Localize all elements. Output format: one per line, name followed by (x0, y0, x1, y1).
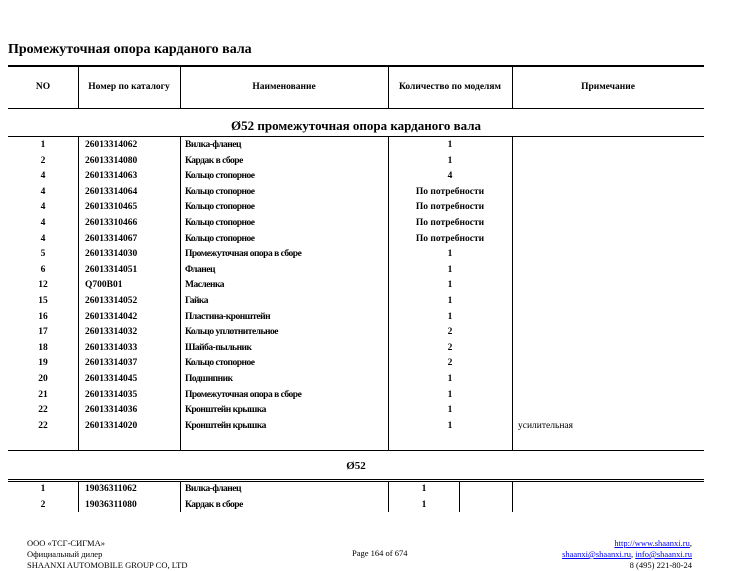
cell-no: 22 (38, 420, 48, 431)
cell-no: 4 (40, 171, 46, 182)
cell-catalog: 26013314064 (85, 186, 138, 197)
footer-contacts: http://www.shaanxi.ru, shaanxi@shaanxi.ru, info@shaanxi.ru 8 (495) 221-80-24 (562, 538, 692, 570)
website-link[interactable]: http://www.shaanxi.ru (614, 538, 690, 548)
footer-group: SHAANXI AUTOMOBILE GROUP CO, LTD (27, 560, 188, 570)
table-row (8, 374, 704, 390)
cell-name: Кольцо стопорное (185, 202, 255, 213)
cell-qty: 1 (421, 484, 427, 494)
cell-catalog: 26013314080 (85, 155, 138, 166)
grid-line (8, 481, 704, 482)
cell-name: Вилка-фланец (185, 140, 241, 150)
cell-name: Кардак в сборе (185, 155, 243, 166)
grid-line (180, 66, 181, 108)
footer-company-name: ООО «ТСГ-СИГМА» (27, 538, 105, 548)
cell-catalog: 26013310465 (85, 202, 138, 213)
grid-line (8, 450, 704, 451)
cell-catalog: 26013314020 (85, 420, 138, 431)
phone-number: 8 (495) 221-80-24 (629, 560, 692, 570)
cell-no: 4 (40, 233, 46, 244)
cell-qty: 1 (447, 280, 453, 291)
cell-name: Масленка (185, 280, 225, 291)
cell-name: Кольцо стопорное (185, 186, 255, 197)
cell-qty: 1 (447, 374, 453, 384)
table-row (8, 280, 704, 296)
cell-catalog: 26013314032 (85, 327, 138, 338)
cell-catalog: 26013314030 (85, 249, 138, 260)
cell-no: 19 (38, 358, 48, 369)
cell-name: Шайба-пыльник (185, 342, 252, 353)
cell-qty: 1 (447, 420, 453, 431)
cell-catalog: 26013314035 (85, 389, 138, 400)
table-row (8, 234, 704, 250)
cell-catalog: 26013314042 (85, 311, 138, 322)
cell-catalog: 19036311080 (85, 499, 137, 510)
grid-line (8, 108, 704, 109)
grid-line (388, 66, 389, 108)
cell-catalog: 26013314052 (85, 296, 138, 306)
table-row (8, 187, 704, 203)
cell-no: 18 (38, 342, 48, 353)
top-rule (8, 65, 704, 67)
table-row (8, 358, 704, 374)
cell-catalog: 26013314051 (85, 264, 138, 275)
table-row (8, 202, 704, 218)
col-header-no: NO (35, 82, 51, 92)
cell-catalog: 26013314037 (85, 358, 138, 369)
cell-qty: По потребности (415, 218, 485, 228)
cell-no: 1 (40, 140, 46, 150)
cell-qty: 1 (447, 155, 453, 166)
page-number: Page 164 of 674 (352, 548, 408, 558)
table-row (8, 390, 704, 406)
cell-qty: 1 (447, 311, 453, 322)
cell-catalog: 26013314045 (85, 374, 138, 384)
cell-catalog: 26013314036 (85, 405, 138, 416)
table-row (8, 265, 704, 281)
cell-no: 2 (40, 155, 46, 166)
cell-qty: 1 (447, 405, 453, 416)
cell-name: Кронштейн крышка (185, 405, 266, 416)
cell-qty: 1 (447, 264, 453, 275)
cell-qty: По потребности (415, 202, 485, 213)
cell-catalog: 26013314063 (85, 171, 138, 182)
grid-line (512, 66, 513, 108)
cell-name: Пластина-кронштейн (185, 311, 271, 322)
cell-catalog: 19036311062 (85, 484, 137, 494)
cell-note: усилительная (518, 420, 573, 431)
cell-no: 21 (38, 389, 48, 400)
col-header-note: Примечание (581, 82, 635, 92)
cell-no: 4 (40, 202, 46, 213)
table-row (8, 171, 704, 187)
table-row (8, 249, 704, 265)
cell-catalog: 26013314062 (85, 140, 138, 150)
cell-name: Кардак в сборе (185, 499, 243, 510)
table-row (8, 156, 704, 172)
cell-name: Кольцо стопорное (185, 358, 255, 369)
cell-catalog: Q700B01 (85, 280, 123, 291)
cell-qty: 4 (447, 171, 453, 182)
cell-name: Кронштейн крышка (185, 420, 266, 431)
cell-no: 2 (40, 499, 46, 510)
page-title: Промежуточная опора карданого вала (8, 42, 252, 57)
cell-no: 1 (40, 484, 46, 494)
email-link-info[interactable]: info@shaanxi.ru (635, 549, 692, 559)
cell-qty: 1 (447, 389, 453, 400)
col-header-catalog: Номер по каталогу (88, 82, 170, 92)
cell-qty: 1 (447, 296, 453, 306)
cell-qty: По потребности (415, 233, 485, 244)
cell-name: Промежуточная опора в сборе (185, 249, 302, 260)
cell-qty: По потребности (415, 186, 485, 197)
footer-company (27, 538, 188, 571)
cell-qty: 2 (447, 327, 453, 338)
cell-no: 20 (38, 374, 48, 384)
cell-name: Подшипник (185, 374, 233, 384)
grid-line (8, 479, 704, 480)
cell-name: Кольцо стопорное (185, 218, 255, 228)
grid-line (78, 66, 79, 108)
footer-dealer: Официальный дилер (27, 549, 103, 559)
table-row (8, 405, 704, 421)
cell-qty: 1 (447, 249, 453, 260)
table-row (8, 218, 704, 234)
table-row (8, 500, 704, 516)
cell-name: Гайка (185, 296, 209, 306)
table-row (8, 140, 704, 156)
table-row (8, 327, 704, 343)
cell-qty: 1 (447, 140, 453, 150)
cell-name: Кольцо стопорное (185, 233, 255, 244)
col-header-name: Наименование (252, 82, 316, 92)
col-header-qty: Количество по моделям (399, 82, 501, 92)
table-row (8, 343, 704, 359)
email-link[interactable]: shaanxi@shaanxi.ru (562, 549, 632, 559)
cell-no: 12 (38, 280, 48, 291)
cell-catalog: 26013314067 (85, 233, 138, 244)
table-row (8, 312, 704, 328)
cell-qty: 1 (421, 499, 427, 510)
cell-no: 17 (38, 327, 48, 338)
cell-catalog: 26013310466 (85, 218, 138, 228)
cell-qty: 2 (447, 342, 453, 353)
section-title: Ø52 промежуточная опора карданого вала (230, 118, 481, 133)
cell-name: Фланец (185, 264, 215, 275)
cell-catalog: 26013314033 (85, 342, 138, 353)
cell-name: Промежуточная опора в сборе (185, 389, 302, 400)
cell-name: Вилка-фланец (185, 484, 241, 494)
cell-no: 4 (40, 186, 46, 197)
cell-name: Кольцо уплотнительное (185, 327, 278, 338)
cell-name: Кольцо стопорное (185, 171, 255, 182)
cell-no: 16 (38, 311, 48, 322)
table-row (8, 421, 704, 437)
grid-line (8, 136, 704, 137)
cell-no: 15 (38, 296, 48, 306)
cell-no: 4 (40, 218, 46, 228)
cell-qty: 2 (447, 358, 453, 369)
section-title: Ø52 (346, 460, 366, 472)
cell-no: 6 (40, 264, 46, 275)
table-row (8, 296, 704, 312)
cell-no: 5 (40, 249, 46, 260)
cell-no: 22 (38, 405, 48, 416)
table-row (8, 484, 704, 500)
